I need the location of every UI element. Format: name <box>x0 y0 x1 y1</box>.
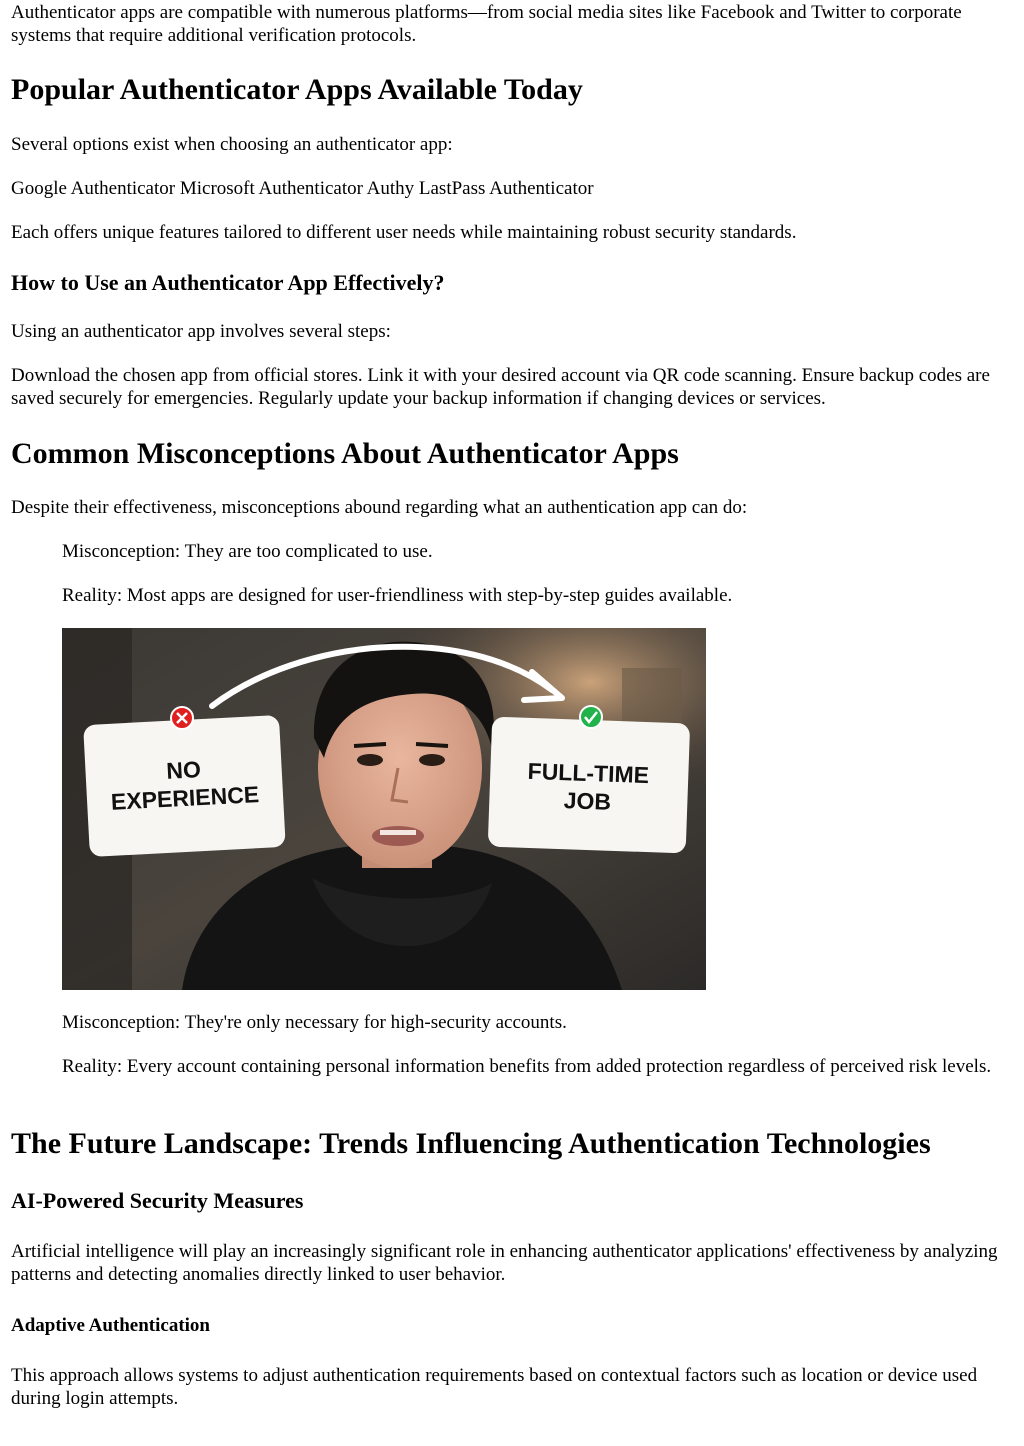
reality-2: Reality: Every account containing personal information benefits from added protection regardless of perceived risk levels. <box>62 1056 992 1077</box>
popular-apps-lead: Several options exist when choosing an authenticator app: <box>11 134 453 155</box>
misconceptions-lead: Despite their effectiveness, misconceptions abound regarding what an authentication app can do: <box>11 497 748 518</box>
ai-security-heading: AI-Powered Security Measures <box>11 1188 304 1213</box>
misconception-1: Misconception: They are too complicated to use. <box>62 541 433 562</box>
no-experience-card <box>83 715 286 857</box>
ai-security-paragraph: Artificial intelligence will play an increasingly significant role in enhancing authenticator applications' effectiveness by analyzing patterns and detecting anomalies directly linked to user behavior. <box>11 1241 998 1285</box>
howto-heading: How to Use an Authenticator App Effectively? <box>11 270 445 295</box>
left-card-line2: EXPERIENCE <box>110 781 260 815</box>
popular-apps-list: Google Authenticator Microsoft Authenticator Authy LastPass Authenticator <box>11 178 594 199</box>
adaptive-auth-paragraph: This approach allows systems to adjust authentication requirements based on contextual factors such as location or device used during login attempts. <box>11 1365 978 1409</box>
checkmark-badge-icon <box>580 706 602 728</box>
howto-steps: Download the chosen app from official stores. Link it with your desired account via QR code scanning. Ensure backup codes are saved securely for emergencies. Regularly update your backup information if changing devices or services. <box>11 365 990 409</box>
right-card-line2: JOB <box>563 787 612 815</box>
left-card-line1: NO <box>165 756 202 784</box>
full-time-job-card <box>488 717 690 854</box>
adaptive-auth-heading: Adaptive Authentication <box>11 1315 210 1336</box>
future-heading: The Future Landscape: Trends Influencing Authentication Technologies <box>11 1127 931 1160</box>
reality-1: Reality: Most apps are designed for user-friendliness with step-by-step guides available. <box>62 585 733 606</box>
misconception-2: Misconception: They're only necessary for high-security accounts. <box>62 1012 567 1033</box>
popular-apps-heading: Popular Authenticator Apps Available Today <box>11 73 583 106</box>
cross-badge-icon <box>171 707 193 729</box>
popular-apps-summary: Each offers unique features tailored to different user needs while maintaining robust security standards. <box>11 222 797 243</box>
video-thumbnail-image <box>62 628 706 990</box>
intro-paragraph: Authenticator apps are compatible with numerous platforms—from social media sites like Facebook and Twitter to corporate systems that require additional verification protocols. <box>11 2 962 46</box>
howto-lead: Using an authenticator app involves several steps: <box>11 321 391 342</box>
right-card-line1: FULL-TIME <box>527 757 650 789</box>
misconceptions-heading: Common Misconceptions About Authenticator Apps <box>11 437 679 470</box>
